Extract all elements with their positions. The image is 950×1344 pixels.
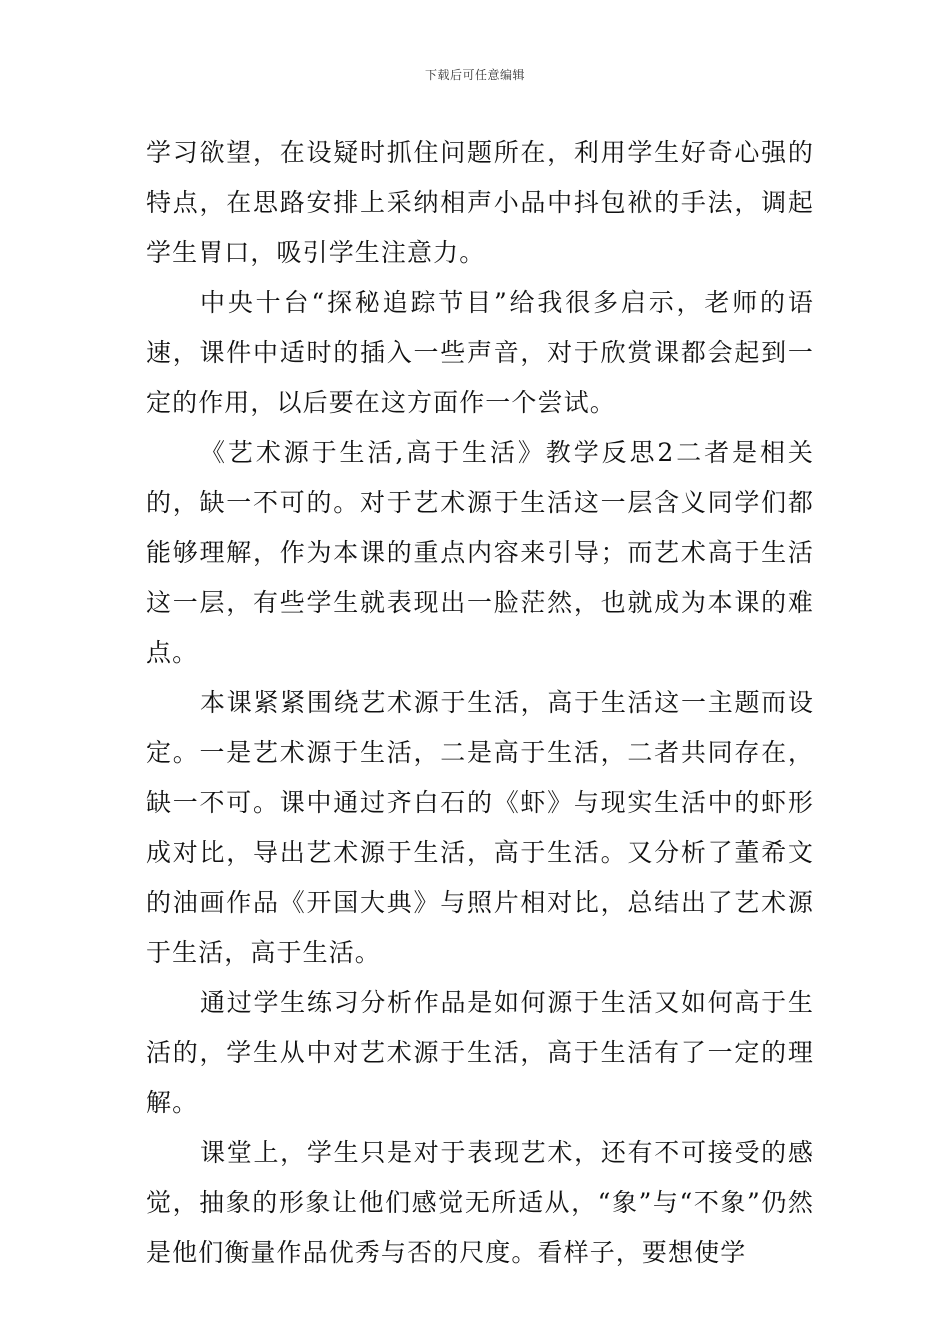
paragraph-5: 通过学生练习分析作品是如何源于生活又如何高于生活的，学生从中对艺术源于生活，高于生活有了一定的理解。 bbox=[146, 988, 814, 1117]
document-body bbox=[146, 128, 814, 1278]
paragraph-6: 课堂上，学生只是对于表现艺术，还有不可接受的感觉，抽象的形象让他们感觉无所适从，“象”与“不象”仍然是他们衡量作品优秀与否的尺度。看样子，要想使学 bbox=[146, 1138, 814, 1267]
paragraph-2: 中央十台“探秘追踪节目”给我很多启示，老师的语速，课件中适时的插入一些声音，对于欣赏课都会起到一定的作用，以后要在这方面作一个尝试。 bbox=[146, 288, 814, 417]
paragraph-4: 本课紧紧围绕艺术源于生活，高于生活这一主题而设定。一是艺术源于生活，二是高于生活，二者共同存在，缺一不可。课中通过齐白石的《虾》与现实生活中的虾形成对比，导出艺术源于生活，高于生活。又分析了董希文的油画作品《开国大典》与照片相对比，总结出了艺术源于生活，高于生活。 bbox=[146, 688, 814, 967]
page-header: 下载后可任意编辑 bbox=[424, 68, 525, 82]
paragraph-3: 《艺术源于生活,高于生活》教学反思2二者是相关的，缺一不可的。对于艺术源于生活这一层含义同学们都能够理解，作为本课的重点内容来引导；而艺术高于生活这一层，有些学生就表现出一脸茫然，也就成为本课的难点。 bbox=[146, 438, 814, 667]
paragraph-1: 学习欲望，在设疑时抓住问题所在，利用学生好奇心强的特点，在思路安排上采纳相声小品中抖包袱的手法，调起学生胃口，吸引学生注意力。 bbox=[146, 138, 814, 267]
